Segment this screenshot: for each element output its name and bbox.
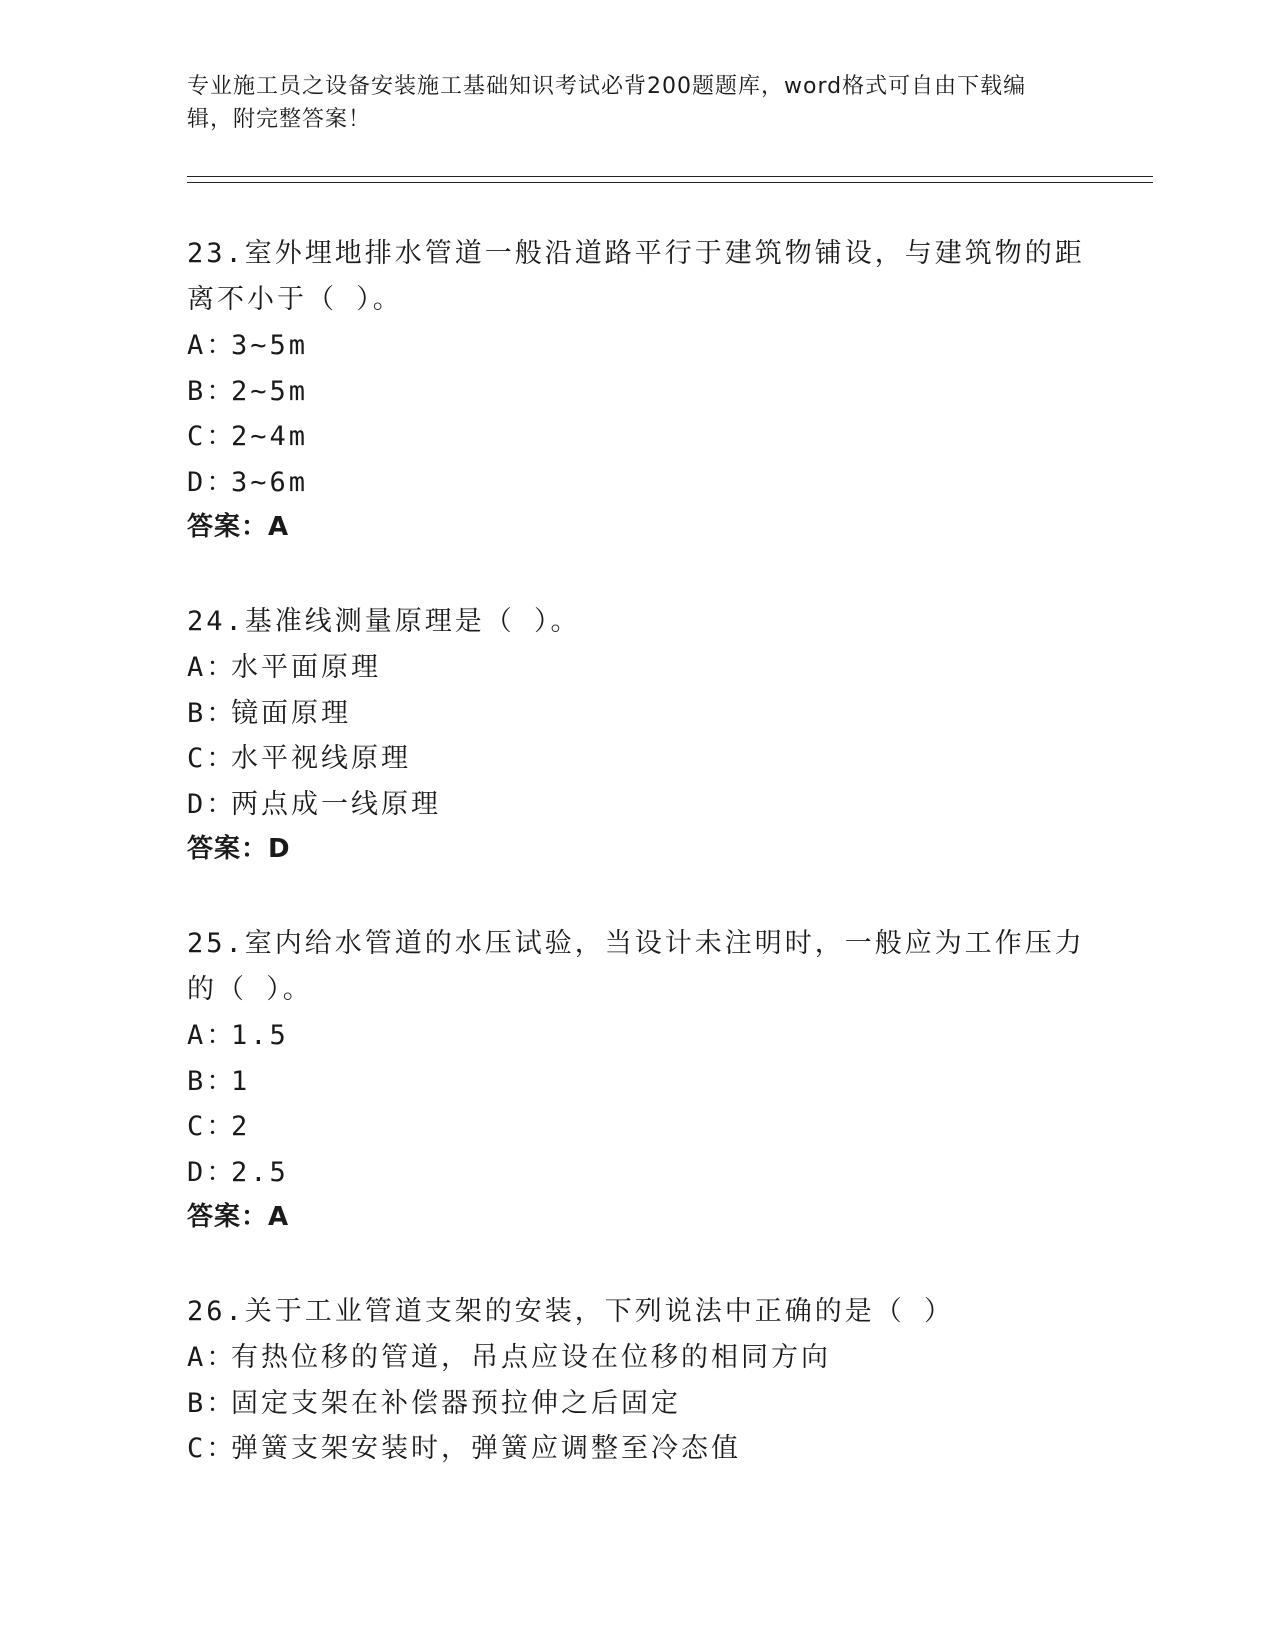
option-a	[187, 1013, 1087, 1059]
option-key: C：	[187, 1111, 237, 1142]
option-text: 镜面原理	[231, 697, 351, 729]
answer-line: 答案：A	[187, 1202, 290, 1232]
answer-line: 答案：D	[187, 834, 291, 864]
option-key: D：	[187, 1156, 237, 1188]
option-a	[187, 323, 1087, 369]
header-divider-top	[187, 176, 1153, 177]
option-b	[187, 1381, 1087, 1427]
option-d	[187, 1150, 1087, 1196]
option-a	[187, 1335, 1087, 1381]
option-b	[187, 369, 1087, 415]
option-d	[187, 460, 1087, 506]
option-key: C：	[187, 421, 237, 452]
question-item	[187, 1289, 1087, 1472]
question-item	[187, 921, 1087, 1240]
option-key: A：	[187, 330, 237, 361]
option-text: 水平面原理	[231, 652, 381, 683]
question-list	[187, 231, 1087, 1521]
option-b	[187, 691, 1087, 737]
option-c	[187, 1426, 1087, 1472]
option-text: 1	[231, 1065, 251, 1097]
option-c	[187, 736, 1087, 782]
option-text: 固定支架在补偿器预拉伸之后固定	[231, 1387, 681, 1419]
option-text: 2.5	[231, 1156, 289, 1188]
option-key: A：	[187, 1020, 237, 1051]
option-key: D：	[187, 466, 237, 498]
option-text: 2	[231, 1111, 251, 1142]
question-item	[187, 599, 1087, 872]
option-d	[187, 782, 1087, 828]
option-key: A：	[187, 652, 237, 683]
option-key: B：	[187, 375, 237, 407]
option-text: 水平视线原理	[231, 743, 411, 774]
question-item	[187, 231, 1087, 550]
option-key: D：	[187, 788, 237, 820]
option-b	[187, 1059, 1087, 1105]
document-header-title: 专业施工员之设备安装施工基础知识考试必背200题题库，word格式可自由下载编辑，附完整答案！	[187, 74, 1027, 132]
question-stem: 23.室外埋地排水管道一般沿道路平行于建筑物铺设，与建筑物的距离不小于（ ）。	[187, 238, 1085, 315]
option-c	[187, 1104, 1087, 1150]
option-key: B：	[187, 1387, 237, 1419]
option-key: C：	[187, 743, 237, 774]
question-stem: 26.关于工业管道支架的安装，下列说法中正确的是（ ）	[187, 1296, 955, 1327]
option-text: 2~5m	[231, 375, 309, 407]
option-key: A：	[187, 1342, 237, 1373]
option-text: 有热位移的管道，吊点应设在位移的相同方向	[231, 1342, 831, 1373]
option-text: 1.5	[231, 1020, 289, 1051]
option-key: C：	[187, 1433, 237, 1464]
option-a	[187, 645, 1087, 691]
question-stem: 24.基准线测量原理是（ ）。	[187, 606, 581, 637]
question-stem: 25.室内给水管道的水压试验，当设计未注明时，一般应为工作压力的（ ）。	[187, 928, 1085, 1005]
answer-line: 答案：A	[187, 512, 290, 542]
option-text: 3~5m	[231, 330, 309, 361]
header-divider-bottom	[187, 182, 1153, 183]
option-text: 弹簧支架安装时，弹簧应调整至冷态值	[231, 1433, 741, 1464]
option-text: 3~6m	[231, 466, 309, 498]
option-key: B：	[187, 697, 237, 729]
option-text: 2~4m	[231, 421, 309, 452]
option-c	[187, 414, 1087, 460]
option-key: B：	[187, 1065, 237, 1097]
option-text: 两点成一线原理	[231, 788, 441, 820]
